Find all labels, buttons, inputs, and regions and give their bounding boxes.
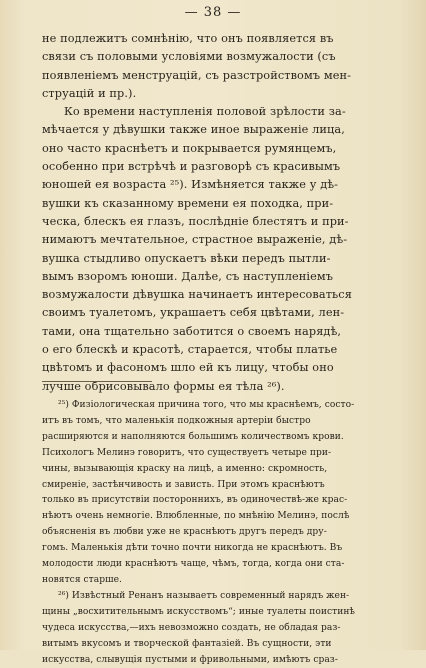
footnote-line: Психологъ Мелинэ говоритъ, что существуетъ четыре при- bbox=[42, 446, 388, 462]
text-line: мѣчается у дѣвушки также иное выраженіе лица, bbox=[42, 121, 388, 139]
footnote-divider bbox=[42, 381, 152, 382]
text-line: не подлежитъ сомнѣнію, что онъ появляется въ bbox=[42, 30, 388, 48]
footnote-line: щины „восхитительнымъ искусствомъ“; иные туалеты поистинѣ bbox=[42, 605, 388, 621]
text-line: ческа, блескъ ея глазъ, послѣдніе блестятъ и при- bbox=[42, 213, 388, 231]
text-line: нимаютъ мечтательное, страстное выраженіе, дѣ- bbox=[42, 231, 388, 249]
footnotes bbox=[42, 398, 388, 668]
footnote-line: смиреніе, застѣнчивость и зависть. При этомъ краснѣютъ bbox=[42, 478, 388, 494]
footnote-line: гомъ. Маленькія дѣти точно почти никогда не краснѣютъ. Въ bbox=[42, 541, 388, 557]
footnote-line: итъ въ томъ, что маленькія подкожныя артеріи быстро bbox=[42, 414, 388, 430]
text-line: цвѣтомъ и фасономъ шло ей къ лицу, чтобы оно bbox=[42, 359, 388, 377]
footnote-line: объясненія въ любви уже не краснѣютъ другъ передъ дру- bbox=[42, 525, 388, 541]
text-line: тами, она тщательно заботится о своемъ нарядѣ, bbox=[42, 323, 388, 341]
text-line: юношей ея возраста ²⁵). Измѣняется также у дѣ- bbox=[42, 176, 388, 194]
text-line: своимъ туалетомъ, украшаетъ себя цвѣтами, лен- bbox=[42, 304, 388, 322]
text-line: о его блескѣ и красотѣ, старается, чтобы платье bbox=[42, 341, 388, 359]
text-line: появленіемъ менструацій, съ разстройствомъ мен- bbox=[42, 67, 388, 85]
footnote-line: новятся старше. bbox=[42, 573, 388, 589]
footnote-line: только въ присутствіи постороннихъ, въ одиночествѣ-же крас- bbox=[42, 493, 388, 509]
footnote-line: чудеса искусства,—ихъ невозможно создать, не обладая раз- bbox=[42, 621, 388, 637]
text-line: струацій и пр.). bbox=[42, 85, 388, 103]
footnote-line: искусства, слывущія пустыми и фривольными, имѣютъ сраз- bbox=[42, 653, 388, 668]
footnote-line: витымъ вкусомъ и творческой фантазіей. Въ сущности, эти bbox=[42, 637, 388, 653]
text-line: вушка стыдливо опускаетъ вѣки передъ пытли- bbox=[42, 250, 388, 268]
footnote-line: расширяются и наполняются большимъ количествомъ крови. bbox=[42, 430, 388, 446]
text-line: лучше обрисовывало формы ея тѣла ²⁶). bbox=[42, 378, 388, 396]
text-line: оно часто краснѣетъ и покрывается румянцемъ, bbox=[42, 140, 388, 158]
footnote-line: чины, вызывающія краску на лицѣ, а именно: скромность, bbox=[42, 462, 388, 478]
text-line: особенно при встрѣчѣ и разговорѣ съ красивымъ bbox=[42, 158, 388, 176]
text-line: возмужалости дѣвушка начинаетъ интересоваться bbox=[42, 286, 388, 304]
text-line: вымъ взоромъ юноши. Далѣе, съ наступленіемъ bbox=[42, 268, 388, 286]
footnote-line: молодости люди краснѣютъ чаще, чѣмъ, тогда, когда они ста- bbox=[42, 557, 388, 573]
main-text bbox=[42, 30, 388, 396]
paragraph-start-line: Ко времени наступленія половой зрѣлости за- bbox=[42, 103, 388, 121]
footnote-26-start: ²⁶) Извѣстный Ренанъ называетъ современный нарядъ жен- bbox=[42, 589, 388, 605]
page-number: — 38 — bbox=[0, 5, 426, 20]
footnote-line: нѣютъ очень немногіе. Влюбленные, по мнѣнію Мелинэ, послѣ bbox=[42, 509, 388, 525]
text-line: связи съ половыми условіями возмужалости (съ bbox=[42, 48, 388, 66]
footnote-25-start: ²⁵) Физіологическая причина того, что мы краснѣемъ, состо- bbox=[42, 398, 388, 414]
text-line: вушки къ сказанному времени ея походка, при- bbox=[42, 195, 388, 213]
